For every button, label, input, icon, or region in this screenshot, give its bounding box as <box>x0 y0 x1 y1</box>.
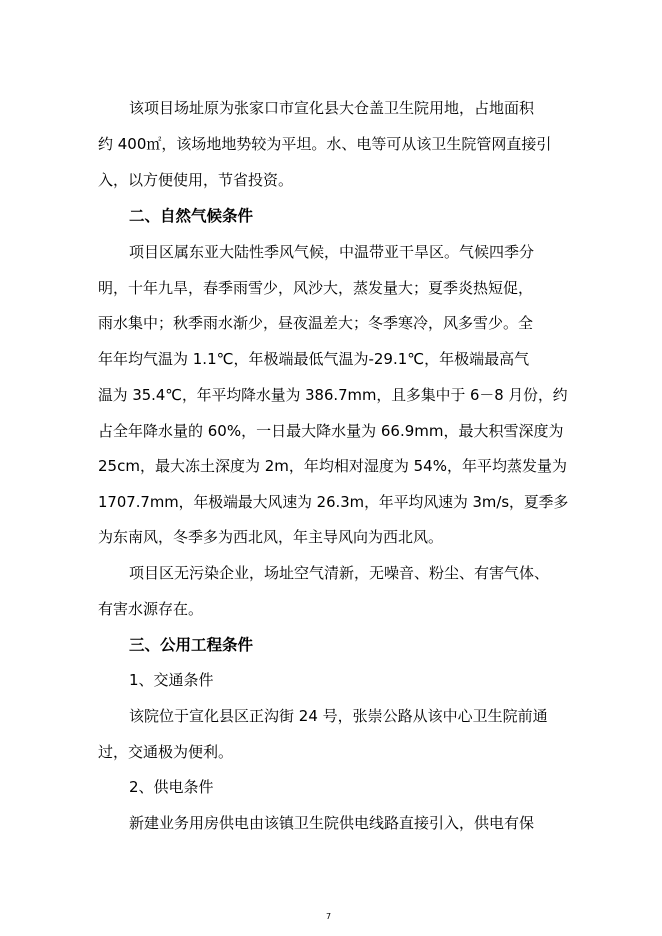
paragraph-line: 入，以方便使用，节省投资。 <box>98 171 294 189</box>
paragraph-line: 该项目场址原为张家口市宣化县大仓盖卫生院用地，占地面积 <box>129 99 535 117</box>
paragraph-line: 项目区属东亚大陆性季风气候，中温带亚干旱区。气候四季分 <box>129 243 535 261</box>
paragraph-line: 约 400㎡，该场地地势较为平坦。水、电等可从该卫生院管网直接引 <box>98 135 552 153</box>
paragraph-line: 过，交通极为便利。 <box>98 743 234 761</box>
paragraph-line: 有害水源存在。 <box>98 600 204 618</box>
paragraph-line: 新建业务用房供电由该镇卫生院供电线路直接引入，供电有保 <box>129 814 535 832</box>
page-number: 7 <box>326 912 332 921</box>
paragraph-line: 温为 35.4℃，年平均降水量为 386.7mm，且多集中于 6－8 月份，约 <box>98 386 568 404</box>
paragraph-line: 项目区无污染企业，场址空气清新，无噪音、粉尘、有害气体、 <box>129 564 550 582</box>
section-heading-utilities: 三、公用工程条件 <box>129 636 254 654</box>
paragraph-line: 雨水集中；秋季雨水渐少，昼夜温差大；冬季寒冷，风多雪少。全 <box>98 314 534 332</box>
paragraph-line: 占全年降水量的 60%，一日最大降水量为 66.9mm，最大积雪深度为 <box>98 422 564 440</box>
section-heading-climate: 二、自然气候条件 <box>129 207 254 225</box>
paragraph-line: 1707.7mm，年极端最大风速为 26.3m，年平均风速为 3m/s，夏季多 <box>98 493 569 511</box>
subheading-transport: 1、交通条件 <box>129 671 214 689</box>
paragraph-line: 年年均气温为 1.1℃，年极端最低气温为-29.1℃，年极端最高气 <box>98 350 530 368</box>
paragraph-line: 25cm，最大冻土深度为 2m，年均相对湿度为 54%，年平均蒸发量为 <box>98 457 567 475</box>
paragraph-line: 该院位于宣化县区正沟街 24 号，张崇公路从该中心卫生院前通 <box>129 707 548 725</box>
paragraph-line: 明，十年九旱，春季雨雪少，风沙大，蒸发量大；夏季炎热短促， <box>98 279 534 297</box>
paragraph-line: 为东南风，冬季多为西北风，年主导风向为西北风。 <box>98 528 444 546</box>
subheading-power: 2、供电条件 <box>129 778 214 796</box>
